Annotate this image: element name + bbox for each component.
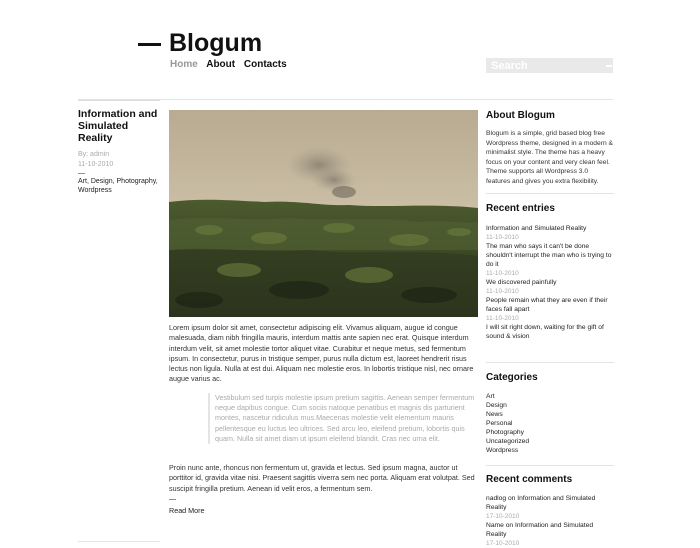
category-link[interactable]: Design [486, 402, 507, 409]
category-link[interactable]: Photography [486, 429, 524, 436]
sidebar-about [486, 110, 614, 187]
post-title[interactable]: Information and Simulated Reality [78, 108, 158, 144]
about-heading: About Blogum [486, 110, 555, 121]
recent-comment-link[interactable]: nadlog on Information and Simulated Reality [486, 495, 596, 511]
search-submit-icon[interactable] [606, 65, 612, 67]
nav-about[interactable]: About [206, 59, 236, 70]
recent-entry-date: 11-10-2010 [486, 288, 519, 295]
search-input[interactable] [486, 58, 596, 73]
meta-top-rule [78, 100, 160, 101]
recent-comment-date: 17-10-2010 [486, 540, 520, 547]
read-more-link[interactable]: Read More [169, 506, 205, 515]
recent-comments-heading: Recent comments [486, 474, 573, 485]
sidebar-categories [486, 372, 614, 455]
recent-entry-link[interactable]: The man who says it can't be done shouldn't interrupt the man who is trying to do it [486, 243, 612, 268]
post-author: By: admin [78, 151, 110, 158]
recent-comment-date: 17-10-2010 [486, 513, 520, 520]
recent-entry-link[interactable]: People remain what they are even if their faces fall apart [486, 297, 608, 313]
nav-contacts[interactable]: Contacts [243, 59, 287, 70]
categories-heading: Categories [486, 372, 538, 383]
sidebar-divider [486, 465, 614, 466]
search-box [486, 58, 613, 73]
category-link[interactable]: Personal [486, 420, 513, 427]
recent-entry-link[interactable]: Information and Simulated Reality [486, 225, 587, 232]
site-title[interactable]: Blogum [169, 29, 263, 57]
category-link[interactable]: Uncategorized [486, 438, 530, 445]
sidebar-divider [486, 362, 614, 363]
category-link[interactable]: Wordpress [486, 447, 519, 454]
top-nav [170, 59, 293, 70]
post-end-dash: — [169, 496, 176, 503]
recent-entry-link[interactable]: I will sit right down, waiting for the gift of sound & vision [486, 324, 604, 340]
recent-entry-date: 11-10-2010 [486, 315, 519, 322]
footer-divider [78, 541, 160, 542]
recent-entries-heading: Recent entries [486, 203, 555, 214]
recent-entry-date: 11-10-2010 [486, 234, 519, 241]
post-blockquote: Vestibulum sed turpis molestie ipsum pretium sagittis. Aenean semper fermentum neque dapibus congue. Cum sociis natoque penatibus et magnis dis parturient montes, nascetur ridiculus mus.Maecenas molestie velit elementum mauris pellentesque eu luctus leo ultrices. Sed arcu leo, eleifend pretium, lobortis quis quam. Nulla sit amet diam ut ipsum eleifend blandit. Cras nec urna elit. [208, 393, 485, 444]
post-meta [78, 108, 160, 195]
sidebar-recent-comments [486, 474, 614, 548]
recent-entry-link[interactable]: We discovered painfully [486, 279, 557, 286]
recent-entry-date: 11-10-2010 [486, 270, 519, 277]
sidebar-recent-entries [486, 203, 614, 341]
post-tags[interactable]: Art, Design, Photography, Wordpress [78, 178, 158, 194]
category-link[interactable]: Art [486, 393, 495, 400]
recent-comment-link[interactable]: Name on Information and Simulated Reality [486, 522, 594, 538]
post-date: 11-10-2010 [78, 161, 114, 168]
nav-home[interactable]: Home [170, 59, 198, 70]
category-link[interactable]: News [486, 411, 503, 418]
post-paragraph-2: Proin nunc ante, rhoncus non fermentum ut, gravida et lectus. Sed ipsum magna, auctor ut porttitor id, gravida vitae nisi. Praesent sagittis viverra sem nec porta. Aliquam erat volutpat. Sed suscipit fringilla pretium. Aenean id velit eros, a fermentum sem. [169, 463, 475, 493]
post-hero-image [169, 110, 478, 317]
post-paragraph-1: Lorem ipsum dolor sit amet, consectetur adipiscing elit. Vivamus aliquam, augue id congue malesuada, diam nibh fringilla mauris, interdum mattis ante sapien nec erat. Quisque interdum interdum velit, sit amet molestie tortor aliquet vitae. Curabitur et neque metus, sed fermentum ipsum. In consectetur, purus in tristique semper, purus nulla dictum est, laoreet hendrerit risus lectus non ligula. Nulla at est dui. Aliquam nec molestie eros. In lobortis tristique nisl, nec ornare augue varius ac. [169, 323, 474, 384]
meta-dash: — [78, 170, 85, 177]
about-text: Blogum is a simple, grid based blog free Wordpress theme, designed in a modern & minimalist style. The theme has a heavy focus on your content and very clean feel. Theme supports all Wordpress 3.0 features and gives you extra flexibility. [486, 130, 614, 185]
title-dash [138, 43, 161, 46]
sidebar-divider [486, 193, 614, 194]
